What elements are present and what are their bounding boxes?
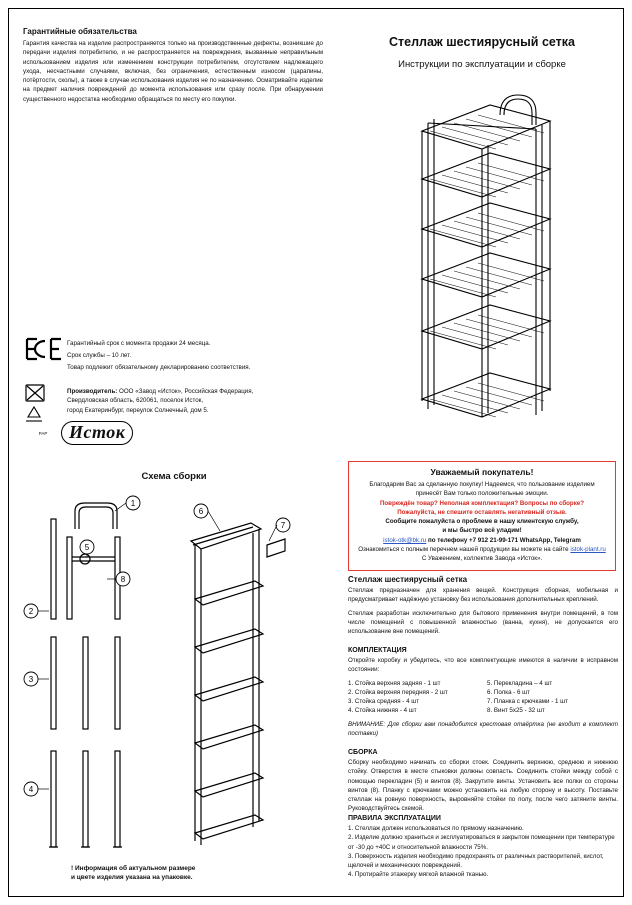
list-item: 2. Стойка верхняя передняя - 2 шт	[348, 688, 448, 696]
svg-text:5: 5	[84, 543, 90, 552]
notice-line-6: и мы быстро всё уладим!	[442, 527, 522, 535]
manufacturer-block	[67, 387, 329, 415]
assembly-scheme-diagram	[15, 489, 333, 869]
warranty-body: Гарантия качества на изделие распространяется только на производственные дефекты, возникшие до передачи изделия потребителю, и не распространяется на повреждения, вызванные неправильным использованием изделия или изменением конструкции потребителем, отсутствием надлежащего ухода, несчастными случаями, включая, без ограничения, естественным износом (царапины, потёртости, сколы), а также в случае использования изделия не по назначению. Осматривайте изделие на предмет наличия повреждений до момента использования или сразу после. При обнаружении существенного недостатка необходимо обращаться по месту его покупки.	[23, 40, 323, 103]
notice-line-3: Повреждён товар? Неполная комплектация? Вопросы по сборке?	[379, 499, 585, 507]
assembly-heading: СБОРКА	[348, 749, 378, 756]
assembly-text: Сборку необходимо начинать со сборки стоек. Соединить верхнюю, среднюю и нижнюю стойку. Отверстия в месте стыковки должны совпасть. Соединить стойки между собой с помощью перекладин (5) и винтов (8). Закрутите винты. Установить все полки со стороны винтов (8). Планку с крючками можно установить на любую сторону и высоту. Поставьте стеллаж на ровную поверхность, выровняйте стойки по полу, после чего затяните винты. Руководствуйтесь схемой.	[348, 759, 618, 813]
note-marker: !	[71, 865, 74, 872]
brand-logo	[61, 421, 133, 445]
page-title: Стеллаж шестиярусный сетка	[388, 35, 576, 49]
warranty-term: Гарантийный срок с момента продажи 24 месяца.	[67, 340, 211, 347]
list-item: 5. Перекладина – 4 шт	[487, 679, 553, 687]
warranty-title: Гарантийные обязательства	[23, 27, 137, 36]
declaration-note: Товар подлежит обязательному декларированию соответствия.	[67, 363, 251, 371]
product-illustration	[350, 79, 614, 439]
pap-label: PAP	[38, 431, 48, 436]
list-item: 4. Стойка нижняя - 4 шт	[348, 707, 417, 715]
list-item: 3. Поверхность изделия необходимо предохранять от различных растворителей, кислот, щелочей и механических повреждений.	[348, 852, 604, 870]
svg-text:6: 6	[198, 507, 204, 516]
assembly-section	[348, 749, 618, 818]
svg-text:8: 8	[120, 575, 126, 584]
rules-heading: ПРАВИЛА ЭКСПЛУАТАЦИИ	[348, 815, 441, 822]
kit-heading: КОМПЛЕКТАЦИЯ	[348, 647, 407, 654]
package-note	[71, 865, 311, 883]
instruction-page	[8, 8, 624, 897]
kit-list-right	[487, 679, 618, 716]
kit-list-left	[348, 679, 479, 716]
list-item: 6. Полка - 6 шт	[487, 688, 530, 696]
manufacturer-address-2: город Екатеринбург, переулок Солнечный, дом 5.	[67, 406, 209, 414]
list-item: 8. Винт 5х25 - 32 шт	[487, 707, 545, 715]
customer-notice-box	[348, 461, 616, 571]
kit-intro: Откройте коробку и убедитесь, что все комплектующие имеются в наличии в исправном состоянии:	[348, 657, 618, 674]
svg-text:7: 7	[280, 521, 286, 530]
svg-text:3: 3	[28, 675, 34, 684]
svg-text:4: 4	[28, 785, 34, 794]
brand-logo-text: Исток	[61, 421, 133, 445]
website-link[interactable]: istok-plant.ru	[570, 546, 606, 554]
note-line-1: Информация об актуальном размере	[74, 865, 196, 872]
support-email-link[interactable]: istok-otk@bk.ru	[383, 536, 427, 544]
right-column	[340, 9, 624, 896]
rules-section	[348, 815, 618, 880]
manufacturer-name: ООО «Завод «Исток», Российская Федерация,	[119, 388, 254, 395]
manufacturer-address-1: Свердловская область, 620061, поселок Исток,	[67, 397, 204, 405]
warranty-terms	[67, 339, 327, 375]
page-subtitle: Инструкции по эксплуатации и сборке	[398, 59, 566, 70]
notice-line-2: принесёт Вам только положительные эмоции.	[415, 490, 549, 498]
notice-line-8: С Уважением, коллектив Завода «Исток».	[421, 555, 543, 563]
notice-line-1: Благодарим Вас за сделанную покупку! Надеемся, что пользование изделием	[369, 481, 595, 488]
notice-line-7: Ознакомиться с полным перечнем нашей продукции вы можете на сайте	[358, 546, 569, 554]
pap-recycle-icon	[23, 405, 63, 436]
warranty-block	[23, 27, 323, 104]
list-item: 7. Планка с крючками - 1 шт	[487, 698, 568, 706]
rules-list	[348, 824, 618, 880]
list-item: 4. Протирайте этажерку мягкой влажной тканью.	[348, 871, 489, 879]
left-column	[9, 9, 339, 896]
support-phone: по телефону +7 912 21-99-171 WhatsApp, Telegram	[427, 536, 581, 544]
product-paragraph-1: Стеллаж предназначен для хранения вещей. Конструкция сборная, мобильная и предусматривает надёжную установку без использования дополнительных креплений.	[348, 587, 618, 604]
notice-line-5: Сообщите пожалуйста о проблеме в нашу клиентскую службу,	[385, 518, 579, 526]
product-name: Стеллаж шестиярусный сетка	[348, 575, 468, 584]
manufacturer-label: Производитель:	[67, 388, 118, 395]
list-item: 1. Стеллаж должен использоваться по прямому назначению.	[348, 825, 524, 832]
scheme-title: Схема сборки	[141, 471, 207, 482]
notice-line-4: Пожалуйста, не спешите оставлять негативный отзыв.	[397, 508, 567, 516]
kit-section	[348, 647, 618, 742]
service-life: Срок службы – 10 лет.	[67, 351, 132, 359]
kit-warning: ВНИМАНИЕ: Для сборки вам понадобится крестовая отвёртка (не входит в комплект поставки)	[348, 720, 618, 738]
list-item: 2. Изделие должно храниться и эксплуатироваться в закрытом помещении при температуре от -30 до +40С и относительной влажности 75%.	[348, 834, 615, 851]
list-item: 3. Стойка средняя - 4 шт	[348, 698, 420, 706]
list-item: 1. Стойка верхняя задняя - 1 шт	[348, 679, 441, 687]
notice-heading: Уважаемый покупатель!	[430, 467, 534, 477]
note-line-2: и цвете изделия указана на упаковке.	[71, 873, 193, 881]
product-description-section	[348, 575, 618, 640]
svg-text:2: 2	[28, 607, 34, 616]
svg-text:1: 1	[130, 499, 136, 508]
product-paragraph-2: Стеллаж разработан исключительно для бытового применения внутри помещений, в том числе помещений с повышенной влажностью (ванна, кухня), не допускается его использование вне помещений.	[348, 609, 618, 636]
eac-mark-icon	[23, 335, 63, 363]
